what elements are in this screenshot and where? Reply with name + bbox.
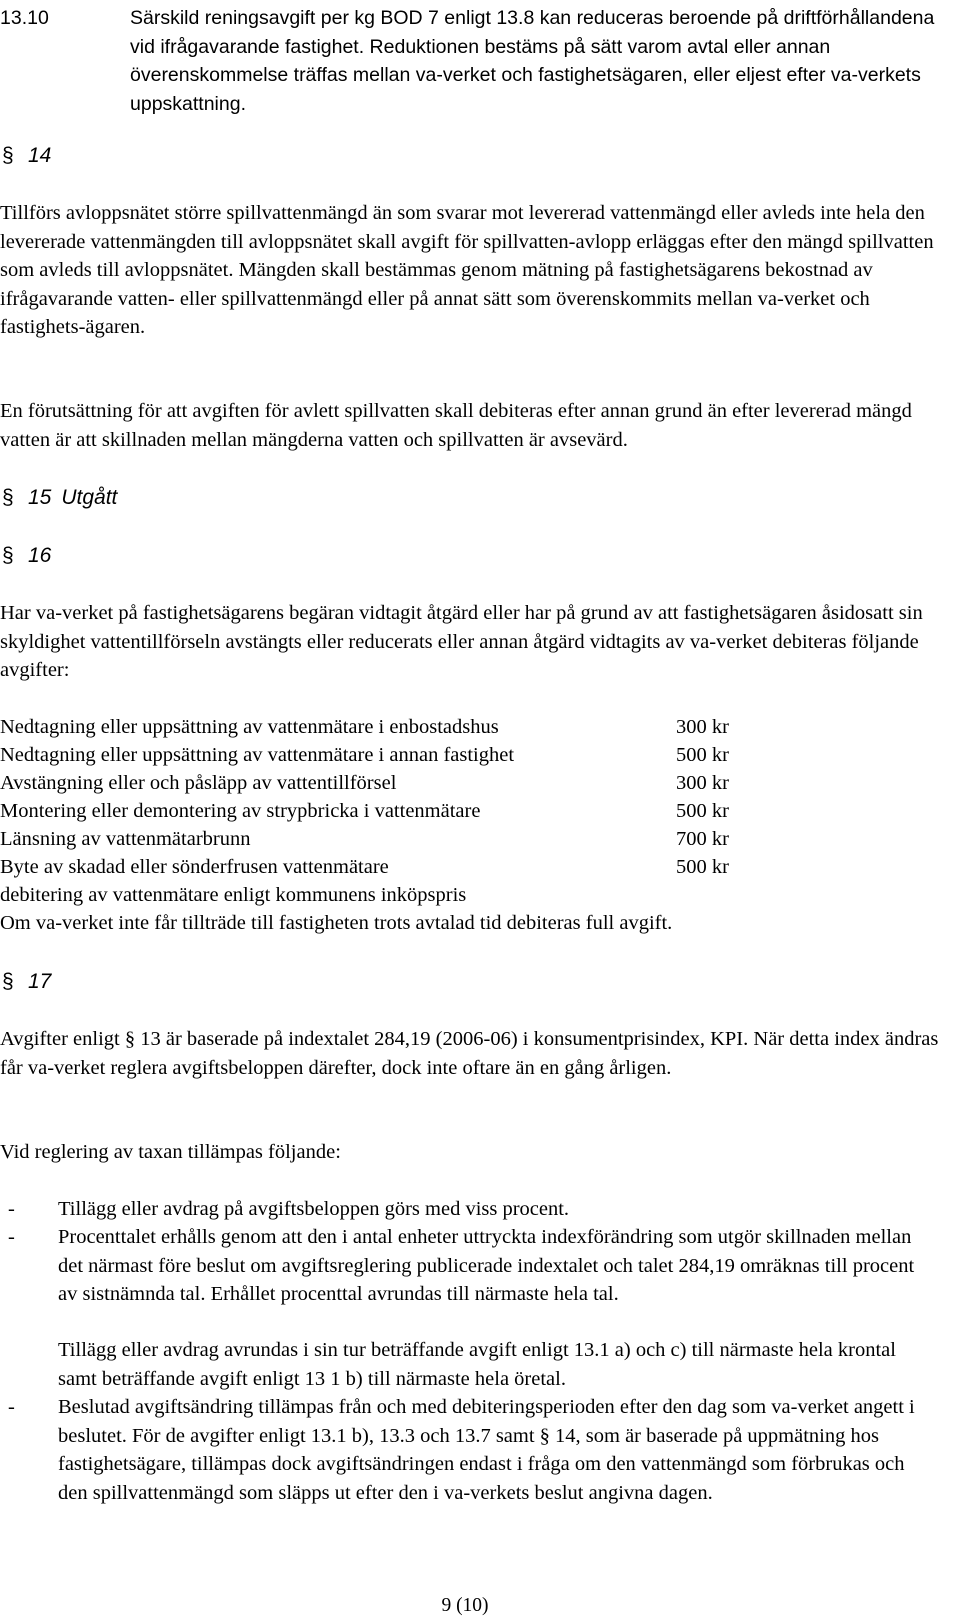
meter-note: debitering av vattenmätare enligt kommunens inköpspris bbox=[0, 884, 467, 906]
section-14-heading bbox=[2, 142, 51, 170]
fee-label: Avstängning eller och påsläpp av vattentillförsel bbox=[0, 772, 397, 794]
section-17-number: 17 bbox=[28, 970, 52, 993]
paragraph-symbol-icon: § bbox=[2, 544, 14, 567]
fee-amount: 500 kr bbox=[676, 800, 729, 822]
bullet-dash: - bbox=[8, 1226, 15, 1248]
fee-label: Byte av skadad eller sönderfrusen vattenmätare bbox=[0, 856, 389, 878]
list-item-text: Tillägg eller avdrag på avgiftsbeloppen görs med viss procent. bbox=[58, 1198, 570, 1220]
fee-row bbox=[0, 825, 960, 853]
fee-row bbox=[0, 713, 960, 741]
fee-amount: 500 kr bbox=[676, 744, 729, 766]
section-14-number: 14 bbox=[28, 144, 52, 167]
paragraph-symbol-icon: § bbox=[2, 486, 14, 509]
list-item-continuation: Tillägg eller avdrag avrundas i sin tur beträffande avgift enligt 13.1 a) och c) till närmaste hela krontal samt beträffande avgift enligt 13 1 b) till närmaste hela öretal. bbox=[58, 1339, 896, 1390]
fee-row bbox=[0, 853, 960, 881]
fee-label: Montering eller demontering av strypbricka i vattenmätare bbox=[0, 800, 481, 822]
fee-row bbox=[0, 797, 960, 825]
section-16-intro: Har va-verket på fastighetsägarens begäran vidtagit åtgärd eller har på grund av att fastighetsägaren åsidosatt sin skyldighet vattentillförseln avstängts eller reducerats eller annan åtgärd vidtagits av va-verket debiteras följande avgifter: bbox=[0, 602, 923, 682]
fee-amount: 300 kr bbox=[676, 772, 729, 794]
fee-label: Nedtagning eller uppsättning av vattenmätare i annan fastighet bbox=[0, 744, 515, 766]
fee-row bbox=[0, 741, 960, 769]
section-17-heading bbox=[2, 968, 51, 996]
paragraph-symbol-icon: § bbox=[2, 144, 14, 167]
list-item-text: Procenttalet erhålls genom att den i antal enheter uttryckta indexförändring som utgör skillnaden mellan det närmast före beslut om avgiftsreglering publicerade indextalet och talet 284,19 omräknas till procent av sistnämnda tal. Erhållet procenttal avrundas till närmaste hela tal. bbox=[58, 1226, 915, 1306]
section-16-heading bbox=[2, 542, 51, 570]
fee-amount: 700 kr bbox=[676, 828, 729, 850]
fee-row bbox=[0, 769, 960, 797]
section-16-number: 16 bbox=[28, 544, 52, 567]
section-15-title: Utgått bbox=[61, 486, 118, 509]
section-17-paragraph-1: Avgifter enligt § 13 är baserade på indextalet 284,19 (2006-06) i konsumentprisindex, KPI. När detta index ändras får va-verket reglera avgiftsbeloppen därefter, dock inte oftare än en gång årligen. bbox=[0, 1028, 939, 1079]
bullet-dash: - bbox=[8, 1396, 15, 1418]
paragraph-symbol-icon: § bbox=[2, 970, 14, 993]
access-note: Om va-verket inte får tillträde till fastigheten trots avtalad tid debiteras full avgift. bbox=[0, 912, 673, 934]
section-13-10-text: Särskild reningsavgift per kg BOD 7 enligt 13.8 kan reduceras beroende på driftförhållandena vid ifrågavarande fastighet. Reduktionen bestäms på sätt varom avtal eller annan överenskommelse träffas mellan va-verket och fastighetsägaren, eller eljest efter va-verkets uppskattning. bbox=[130, 7, 935, 115]
page-number: 9 (10) bbox=[441, 1595, 489, 1616]
section-15-heading bbox=[2, 484, 117, 512]
bullet-dash: - bbox=[8, 1198, 15, 1220]
fee-label: Nedtagning eller uppsättning av vattenmätare i enbostadshus bbox=[0, 716, 499, 738]
section-14-paragraph-1: Tillförs avloppsnätet större spillvattenmängd än som svarar mot levererad vattenmängd eller avleds inte hela den levererade vattenmängden till avloppsnätet skall avgift för spillvatten-avlopp erläggas efter den mängd spillvatten som avleds till avloppsnätet. Mängden skall bestämmas genom mätning på fastighetsägarens bekostnad av ifrågavarande vatten- eller spillvattenmängd eller på annat sätt som överenskommits mellan va-verket och fastighets-ägaren. bbox=[0, 202, 934, 339]
section-15-number: 15 bbox=[28, 486, 52, 509]
section-13-10-number: 13.10 bbox=[0, 7, 49, 29]
fee-amount: 300 kr bbox=[676, 716, 729, 738]
fee-label: Länsning av vattenmätarbrunn bbox=[0, 828, 251, 850]
section-17-paragraph-2: Vid reglering av taxan tillämpas följande: bbox=[0, 1141, 341, 1163]
fee-amount: 500 kr bbox=[676, 856, 729, 878]
section-14-paragraph-2: En förutsättning för att avgiften för avlett spillvatten skall debiteras efter annan grund än efter levererad mängd vatten är att skillnaden mellan mängderna vatten och spillvatten är avsevärd. bbox=[0, 400, 912, 451]
list-item-text: Beslutad avgiftsändring tillämpas från och med debiteringsperioden efter den dag som va-verket angett i beslutet. För de avgifter enligt 13.1 b), 13.3 och 13.7 samt § 14, som är baserade på uppmätning hos fastighetsägare, tillämpas dock avgiftsändringen endast i fråga om den vattenmängd som förbrukas och den spillvattenmängd som släpps ut efter den i va-verkets beslut angivna dagen. bbox=[58, 1396, 915, 1504]
